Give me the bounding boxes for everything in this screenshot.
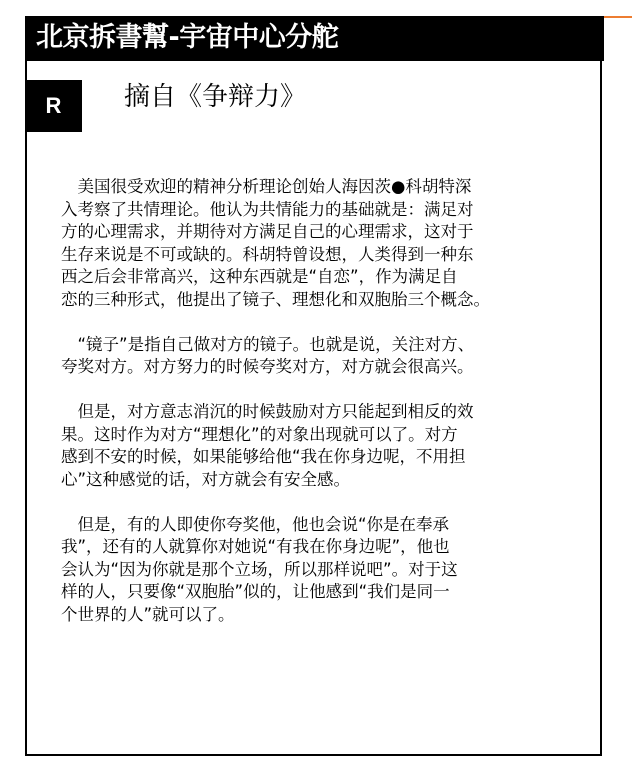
text-line: 感到不安的时候，如果能够给他“我在你身边呢，不用担: [61, 447, 466, 466]
text-line: 生存来说是不可或缺的。科胡特曾设想，人类得到一种东: [61, 244, 474, 264]
text-line: 恋的三种形式，他提出了镜子、理想化和双胞胎三个概念。: [61, 289, 490, 309]
text-line: 西之后会非常高兴，这种东西就是“自恋”，作为满足自: [61, 267, 458, 286]
text-line: 夸奖对方。对方努力的时候夸奖对方，对方就会很高兴。: [61, 357, 474, 376]
text-line: 入考察了共情理论。他认为共情能力的基础就是：满足对: [61, 199, 474, 219]
text-line: 但是，对方意志消沉的时候鼓励对方只能起到相反的效: [61, 402, 474, 421]
text-line: 方的心理需求，并期待对方满足自己的心理需求，这对于: [61, 222, 474, 241]
text-line: “镜子”是指自己做对方的镜子。也就是说，关注对方、: [61, 334, 475, 354]
text-line: 美国很受欢迎的精神分析理论创始人海因茨●科胡特深: [61, 177, 472, 196]
r-badge-label: R: [45, 93, 62, 118]
header-title: 北京拆書幫-宇宙中心分舵: [36, 22, 339, 53]
text-line: 会认为“因为你就是那个立场，所以那样说吧”。对于这: [61, 559, 458, 579]
source-subtitle: 摘自《争辩力》: [124, 82, 307, 112]
text-line: 样的人，只要像“双胞胎”似的，让他感到“我们是同一: [61, 582, 450, 601]
paragraph: [61, 401, 561, 491]
paragraph: [61, 514, 561, 627]
excerpt-body: [61, 176, 561, 649]
r-badge: [25, 80, 82, 132]
paragraph: [61, 334, 561, 379]
text-line: 我”，还有的人就算你对她说“有我在你身边呢”，他也: [61, 537, 450, 556]
text-line: 个世界的人”就可以了。: [61, 604, 235, 624]
accent-line: [604, 16, 632, 18]
paragraph: [61, 176, 561, 311]
text-line: 心”这种感觉的话，对方就会有安全感。: [61, 469, 351, 489]
header-bar: [25, 16, 604, 61]
text-line: 但是，有的人即使你夸奖他，他也会说“你是在奉承: [61, 514, 450, 534]
text-line: 果。这时作为对方“理想化”的对象出现就可以了。对方: [61, 424, 458, 444]
